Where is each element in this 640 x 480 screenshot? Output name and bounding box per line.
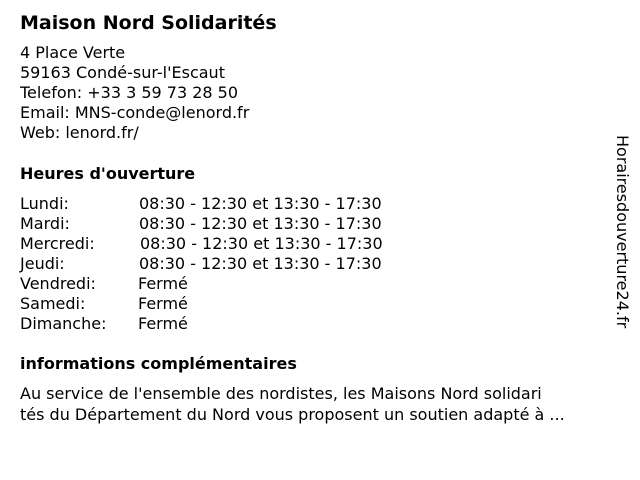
hours-row-wednesday [20, 234, 440, 254]
city-address: 59163 Condé-sur-l'Escaut [20, 63, 225, 82]
day-label: Mardi: [20, 214, 70, 233]
day-label: Vendredi: [20, 274, 96, 293]
hours-row-monday [20, 194, 440, 214]
hours-row-saturday [20, 294, 440, 314]
day-label: Dimanche: [20, 314, 107, 333]
additional-info-text [20, 383, 565, 425]
hours-value: 08:30 - 12:30 et 13:30 - 17:30 [139, 254, 382, 273]
email-address: Email: MNS-conde@lenord.fr [20, 103, 250, 122]
phone-number: Telefon: +33 3 59 73 28 50 [20, 83, 239, 102]
hours-row-tuesday [20, 214, 440, 234]
address-block [20, 43, 249, 143]
hours-row-friday [20, 274, 440, 294]
additional-info-heading: informations complémentaires [20, 354, 297, 373]
day-label: Jeudi: [20, 254, 65, 273]
day-label: Lundi: [20, 194, 69, 213]
street-address: 4 Place Verte [20, 43, 126, 62]
site-brand-watermark: Horairesdouverture24.fr [613, 135, 632, 329]
hours-row-sunday [20, 314, 440, 334]
opening-hours-table [20, 194, 440, 334]
hours-value: Fermé [138, 294, 188, 313]
opening-hours-heading: Heures d'ouverture [20, 164, 196, 183]
day-label: Samedi: [20, 294, 86, 313]
hours-value: 08:30 - 12:30 et 13:30 - 17:30 [139, 194, 382, 213]
info-line: tés du Département du Nord vous proposent un soutien adapté à ... [20, 405, 565, 424]
hours-value: 08:30 - 12:30 et 13:30 - 17:30 [140, 234, 383, 253]
hours-value: Fermé [138, 314, 188, 333]
info-line: Au service de l'ensemble des nordistes, les Maisons Nord solidari [20, 384, 542, 403]
website: Web: lenord.fr/ [20, 123, 139, 142]
hours-value: 08:30 - 12:30 et 13:30 - 17:30 [139, 214, 382, 233]
hours-value: Fermé [138, 274, 188, 293]
page-title: Maison Nord Solidarités [20, 12, 277, 34]
day-label: Mercredi: [20, 234, 95, 253]
hours-row-thursday [20, 254, 440, 274]
